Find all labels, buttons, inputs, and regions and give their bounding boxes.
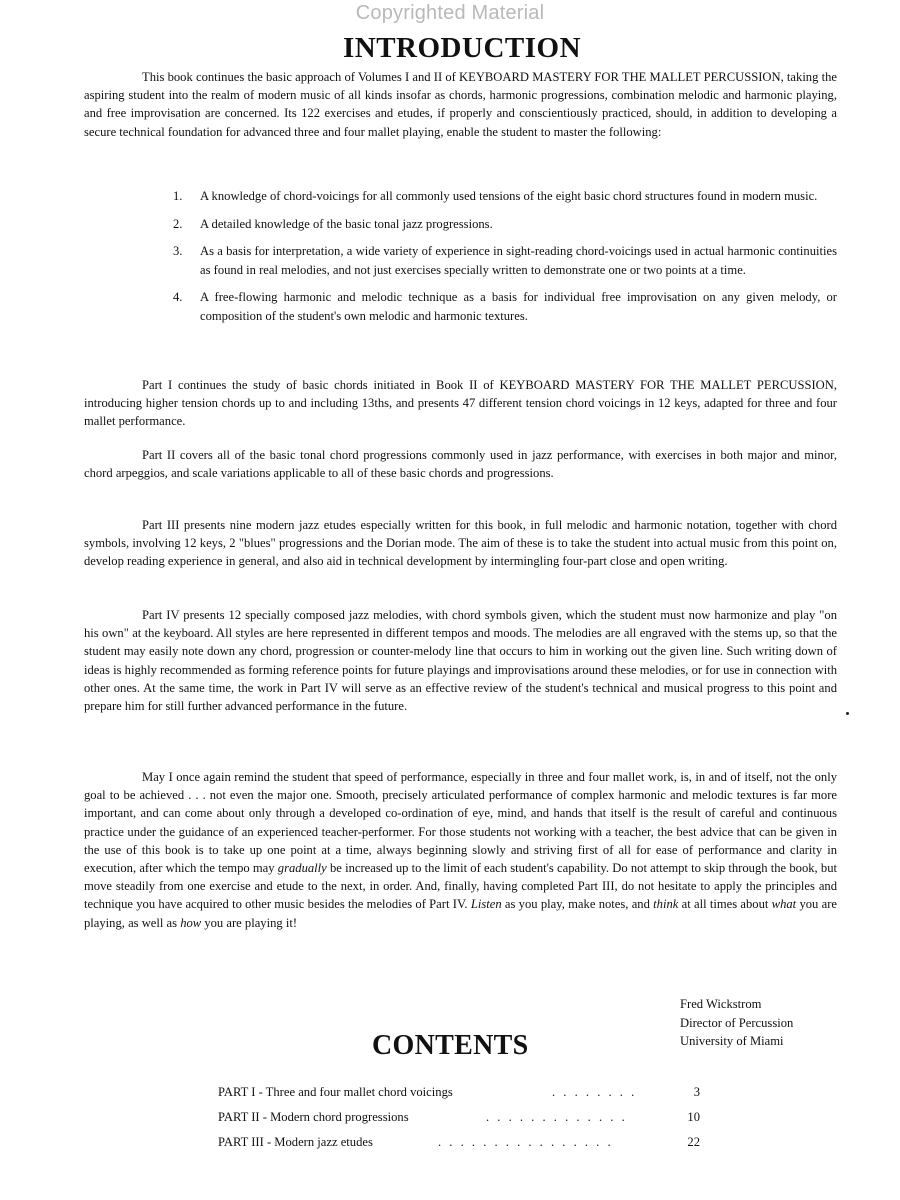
- emphasis-gradually: gradually: [277, 861, 327, 876]
- author-signature-block: [680, 995, 793, 1051]
- intro-paragraph: This book continues the basic approach of Volumes I and II of KEYBOARD MASTERY FOR THE MALLET PERCUSSION, taking the aspiring student into the realm of modern music of all kinds insofar as chords, harmonic progressions, combination melodic and harmonic playing, and free improvisation are concerned. Its 122 exercises and etudes, if properly and conscientiously practiced, should, in addition to developing a secure technical foundation for advanced three and four mallet playing, enable the student to master the following:: [84, 70, 837, 139]
- part-one-paragraph: Part I continues the study of basic chords initiated in Book II of KEYBOARD MASTERY FOR THE MALLET PERCUSSION, introducing higher tension chords up to and including 13ths, and presents 47 different tension chord voicings in 12 keys, adapted for three and four mallet performance.: [84, 378, 837, 429]
- stray-ink-mark: [846, 712, 849, 715]
- list-number: 2.: [173, 216, 183, 231]
- toc-description: - Modern chord progressions: [262, 1110, 409, 1124]
- toc-leader-dots: . . . . . . . .: [552, 1085, 637, 1099]
- list-item: [173, 242, 837, 278]
- toc-entry[interactable]: [218, 1110, 700, 1135]
- list-item-text: As a basis for interpretation, a wide variety of experience in sight-reading chord-voicings used in actual harmonic continuities as found in real melodies, and not just exercises specially written to demonstrate one or two points at a time.: [200, 244, 837, 277]
- toc-entry[interactable]: [218, 1085, 700, 1110]
- contents-heading: CONTENTS: [372, 1030, 529, 1061]
- table-of-contents: [218, 1085, 700, 1160]
- toc-description: - Modern jazz etudes: [266, 1135, 373, 1149]
- copyright-watermark: Copyrighted Material: [355, 2, 545, 24]
- toc-part: PART III: [218, 1135, 264, 1149]
- emphasis-how: how: [180, 915, 202, 930]
- objectives-list: [173, 187, 837, 334]
- list-item-text: A free-flowing harmonic and melodic technique as a basis for individual free improvisation on any given melody, or composition of the student's own melodic and harmonic textures.: [200, 290, 837, 323]
- part-three-paragraph: Part III presents nine modern jazz etudes especially written for this book, in full melodic and harmonic notation, together with chord symbols, involving 12 keys, 2 "blues" progressions and the Dorian mode. The aim of these is to take the student into actual music from this point on, develop reading experience in general, and also aid in technical development by intermingling four-part close and open writing.: [84, 518, 837, 569]
- emphasis-think: think: [653, 897, 679, 912]
- toc-leader-dots: . . . . . . . . . . . . . . . .: [438, 1135, 614, 1149]
- toc-description: - Three and four mallet chord voicings: [258, 1085, 453, 1099]
- toc-part: PART I: [218, 1085, 256, 1099]
- author-role: Director of Percussion: [680, 1015, 794, 1030]
- list-item: [173, 288, 837, 324]
- list-number: 1.: [173, 189, 183, 203]
- list-number: 4.: [173, 290, 183, 305]
- list-item-text: A knowledge of chord-voicings for all commonly used tensions of the eight basic chord structures found in modern music.: [200, 189, 818, 203]
- list-number: 3.: [173, 244, 183, 259]
- toc-page-number: 3: [693, 1085, 700, 1099]
- list-item-text: A detailed knowledge of the basic tonal jazz progressions.: [200, 216, 493, 231]
- toc-leader-dots: . . . . . . . . . . . . .: [486, 1110, 628, 1124]
- emphasis-what: what: [771, 897, 797, 912]
- part-four-paragraph: Part IV presents 12 specially composed jazz melodies, with chord symbols given, which the student must now harmonize and play "on his own" at the keyboard. All styles are here represented in different tempos and moods. The melodies are all engraved with the stems up, so that the student may easily note down any chord, progression or counter-melody line that occurs to him in working out the given line. Such writing down of ideas is highly recommended as forming reference points for future playings and improvisations around these melodies, or for use in connection with other ones. At the same time, the work in Part IV will serve as an effective review of the student's technical and musical progress to this point and prepare him for still further advanced performance in the future.: [84, 608, 837, 714]
- toc-page-number: 10: [687, 1110, 700, 1124]
- list-item: [173, 215, 837, 233]
- author-institution: University of Miami: [680, 1034, 784, 1048]
- toc-entry[interactable]: [218, 1135, 700, 1160]
- list-item: [173, 187, 837, 205]
- closing-paragraph: May I once again remind the student that speed of performance, especially in three and four mallet work, is, in and of itself, not the only goal to be achieved . . . not even the major one. Smooth, precisely articulated performance of complex harmonic and melodic textures is far more important, and can come about only through a developed co-ordination of eye, mind, and hands that itself is the result of careful and continuous practice under the guidance of an experienced teacher-performer. For those students not working with a teacher, the best advice that can be given in the use of this book is to take up one point at a time, always beginning slowly and striving first of all for ease of performance and clarity in execution, after which the tempo may gradually be increased up to the limit of each student's capability. Do not attempt to skip through the book, but move steadily from one exercise and etude to the next, in order. And, finally, having completed Part III, do not hesitate to apply the principles and technique you have acquired to other music besides the melodies of Part IV. Listen as you play, make notes, and think at all times about what you are playing, as well as how you are playing it!: [84, 770, 837, 930]
- part-two-paragraph: Part II covers all of the basic tonal chord progressions commonly used in jazz performance, with exercises in both major and minor, chord arpeggios, and scale variations applicable to all of these basic chords and progressions.: [84, 448, 837, 481]
- toc-part: PART II: [218, 1110, 260, 1124]
- emphasis-listen: Listen: [470, 897, 502, 912]
- toc-page-number: 22: [687, 1135, 700, 1149]
- page-title: INTRODUCTION: [342, 32, 582, 64]
- author-name: Fred Wickstrom: [680, 997, 762, 1011]
